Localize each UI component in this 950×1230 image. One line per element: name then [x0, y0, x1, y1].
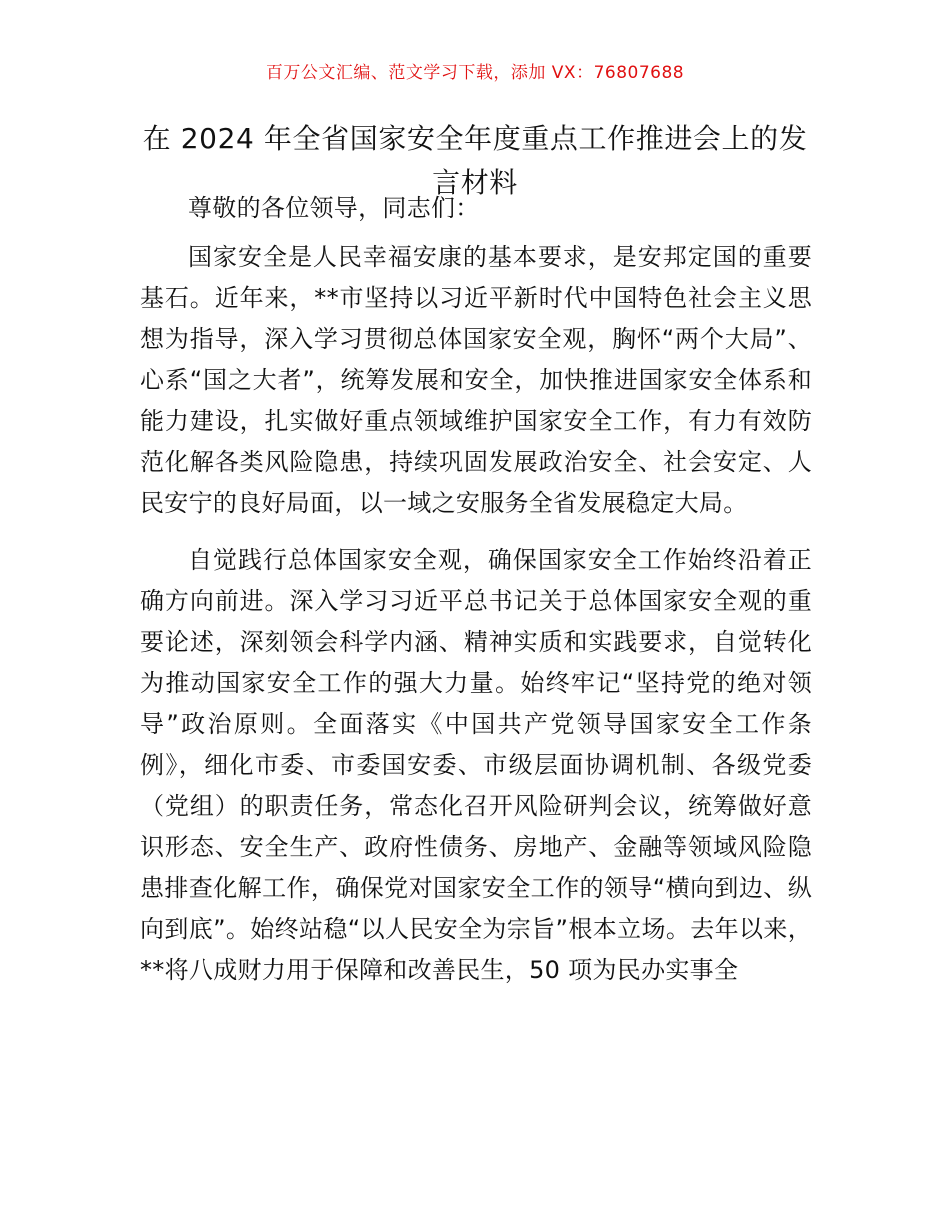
greeting-line: 尊敬的各位领导，同志们： [188, 194, 480, 222]
paragraph-intro: 国家安全是人民幸福安康的基本要求，是安邦定国的重要基石。近年来，**市坚持以习近平新时代中国特色社会主义思想为指导，深入学习贯彻总体国家安全观，胸怀“两个大局”、心系“国之大者”，统筹发展和安全，加快推进国家安全体系和能力建设，扎实做好重点领域维护国家安全工作，有力有效防范化解各类风险隐患，持续巩固发展政治安全、社会安定、人民安宁的良好局面，以一域之安服务全省发展稳定大局。 [140, 243, 812, 517]
document-title: 在 2024 年全省国家安全年度重点工作推进会上的发言材料 [142, 122, 808, 199]
document-body [140, 188, 812, 991]
header-watermark-note: 百万公文汇编、范文学习下载，添加 VX：76807688 [265, 63, 685, 83]
paragraph-security-outlook: 自觉践行总体国家安全观，确保国家安全工作始终沿着正确方向前进。深入学习习近平总书记关于总体国家安全观的重要论述，深刻领会科学内涵、精神实质和实践要求，自觉转化为推动国家安全工作的强大力量。始终牢记“坚持党的绝对领导”政治原则。全面落实《中国共产党领导国家安全工作条例》，细化市委、市委国安委、市级层面协调机制、各级党委（党组）的职责任务，常态化召开风险研判会议，统筹做好意识形态、安全生产、政府性债务、房地产、金融等领域风险隐患排查化解工作，确保党对国家安全工作的领导“横向到边、纵向到底”。始终站稳“以人民安全为宗旨”根本立场。去年以来，**将八成财力用于保障和改善民生，50 项为民办实事全 [140, 546, 813, 984]
